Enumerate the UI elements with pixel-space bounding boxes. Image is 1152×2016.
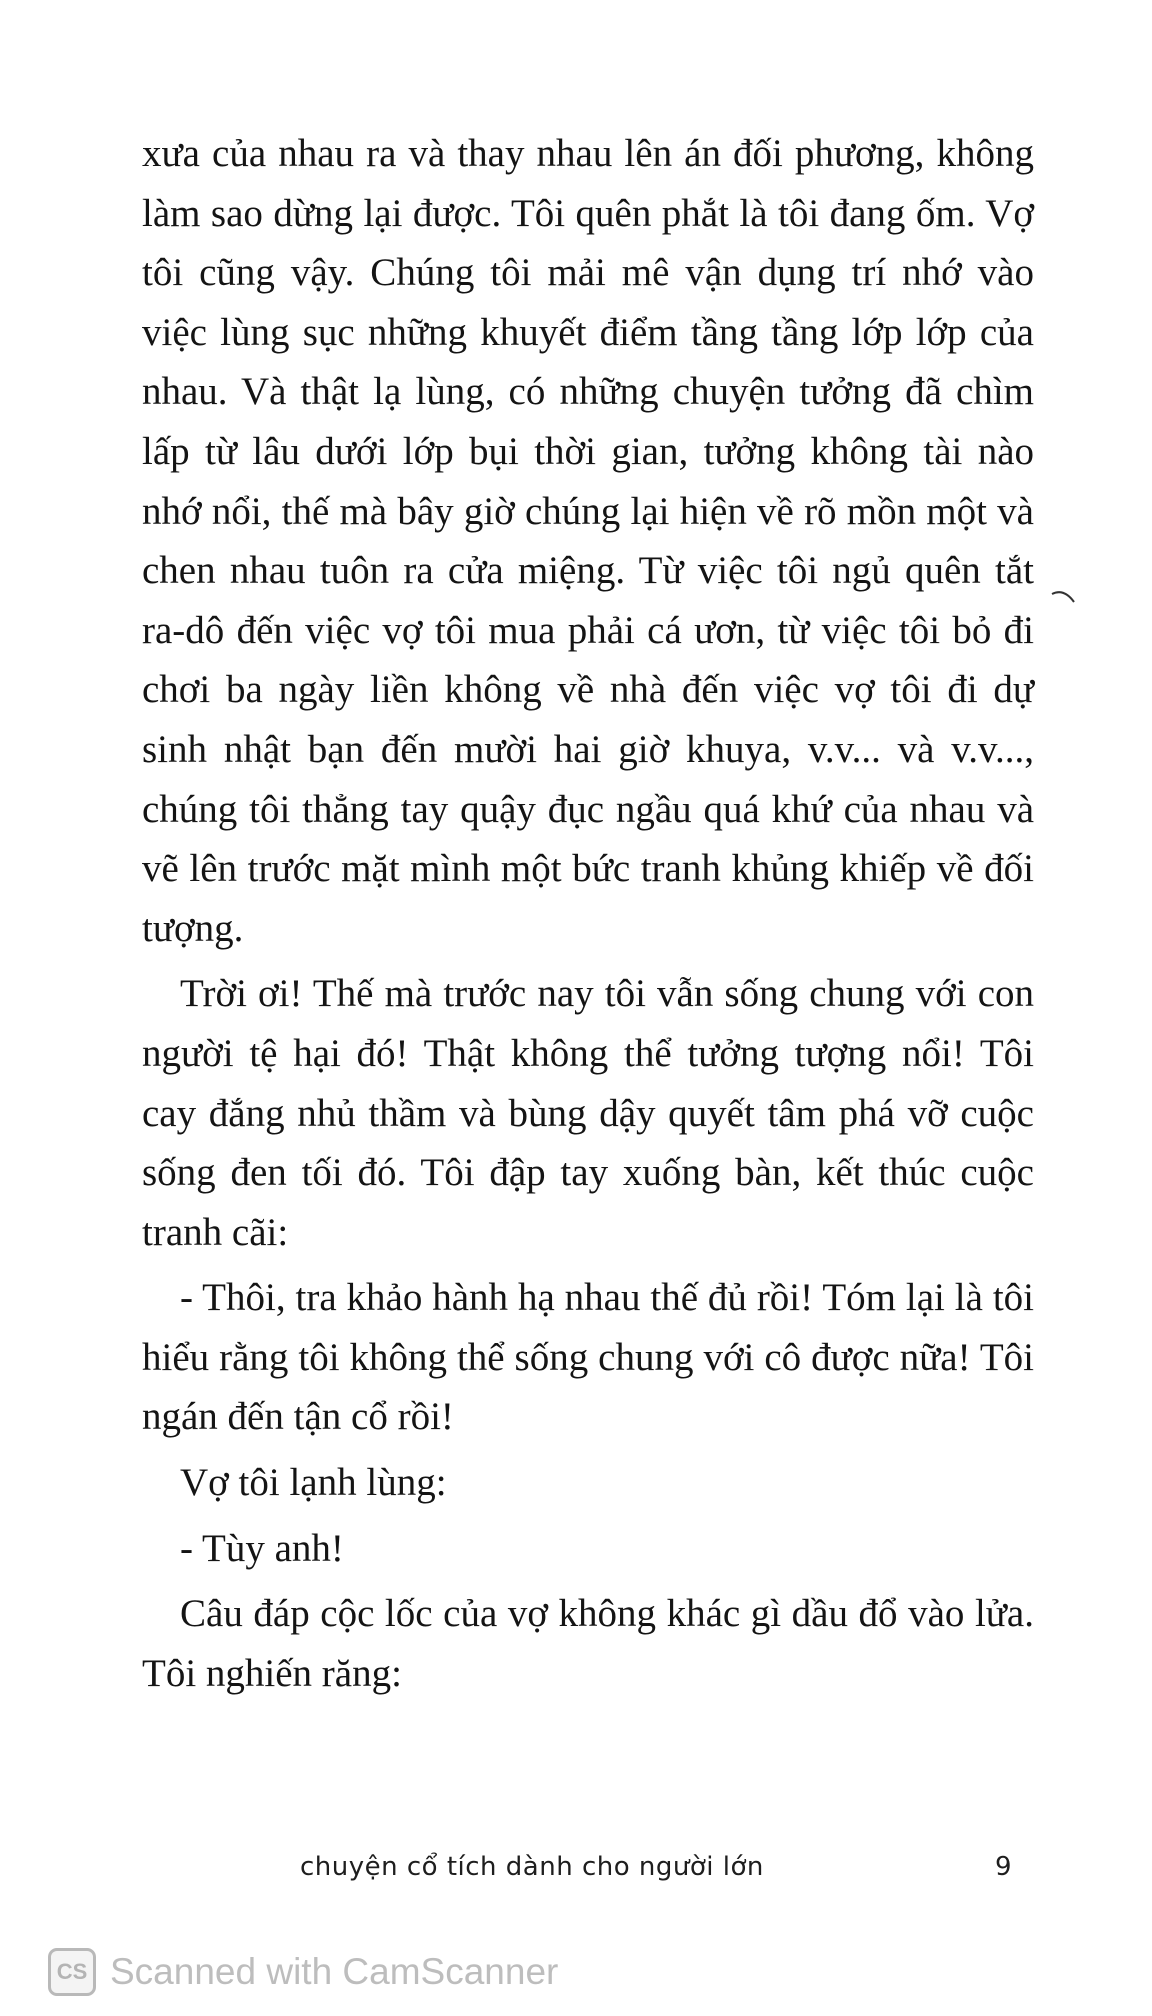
camscanner-logo-icon: CS (48, 1948, 96, 1996)
running-footer-title: chuyện cổ tích dành cho người lớn (300, 1852, 764, 1882)
paragraph-4: Vợ tôi lạnh lùng: (180, 1461, 447, 1505)
paragraph-3: - Thôi, tra khảo hành hạ nhau thế đủ rồi! Tóm lại là tôi hiểu rằng tôi không thể sống chung với cô được nữa! Tôi ngán đến tận cổ rồi! (142, 1276, 1034, 1439)
margin-mark-icon (1050, 588, 1078, 610)
paragraph-1: xưa của nhau ra và thay nhau lên án đối phương, không làm sao dừng lại được. Tôi quên phắt là tôi đang ốm. Vợ tôi cũng vậy. Chúng tôi mải mê vận dụng trí nhớ vào việc lùng sục những khuyết điểm tầng tầng lớp lớp của nhau. Và thật lạ lùng, có những chuyện tưởng đã chìm lấp từ lâu dưới lớp bụi thời gian, tưởng không tài nào nhớ nổi, thế mà bây giờ chúng lại hiện về rõ mồn một và chen nhau tuôn ra cửa miệng. Từ việc tôi ngủ quên tắt ra-dô đến việc vợ tôi mua phải cá ươn, từ việc tôi bỏ đi chơi ba ngày liền không về nhà đến việc vợ tôi đi dự sinh nhật bạn đến mười hai giờ khuya, v.v... và v.v..., chúng tôi thẳng tay quậy đục ngầu quá khứ của nhau và vẽ lên trước mặt mình một bức tranh khủng khiếp về đối tượng. (142, 132, 1034, 950)
camscanner-watermark (48, 1948, 558, 1996)
body-text (142, 124, 1034, 1703)
watermark-text: Scanned with CamScanner (110, 1951, 559, 1992)
paragraph-6: Câu đáp cộc lốc của vợ không khác gì dầu đổ vào lửa. Tôi nghiến răng: (142, 1592, 1034, 1695)
page-number: 9 (995, 1852, 1012, 1882)
paragraph-5: - Tùy anh! (180, 1526, 344, 1570)
paragraph-2: Trời ơi! Thế mà trước nay tôi vẫn sống chung với con người tệ hại đó! Thật không thể tưởng tượng nổi! Tôi cay đắng nhủ thầm và bùng dậy quyết tâm phá vỡ cuộc sống đen tối đó. Tôi đập tay xuống bàn, kết thúc cuộc tranh cãi: (142, 972, 1034, 1254)
